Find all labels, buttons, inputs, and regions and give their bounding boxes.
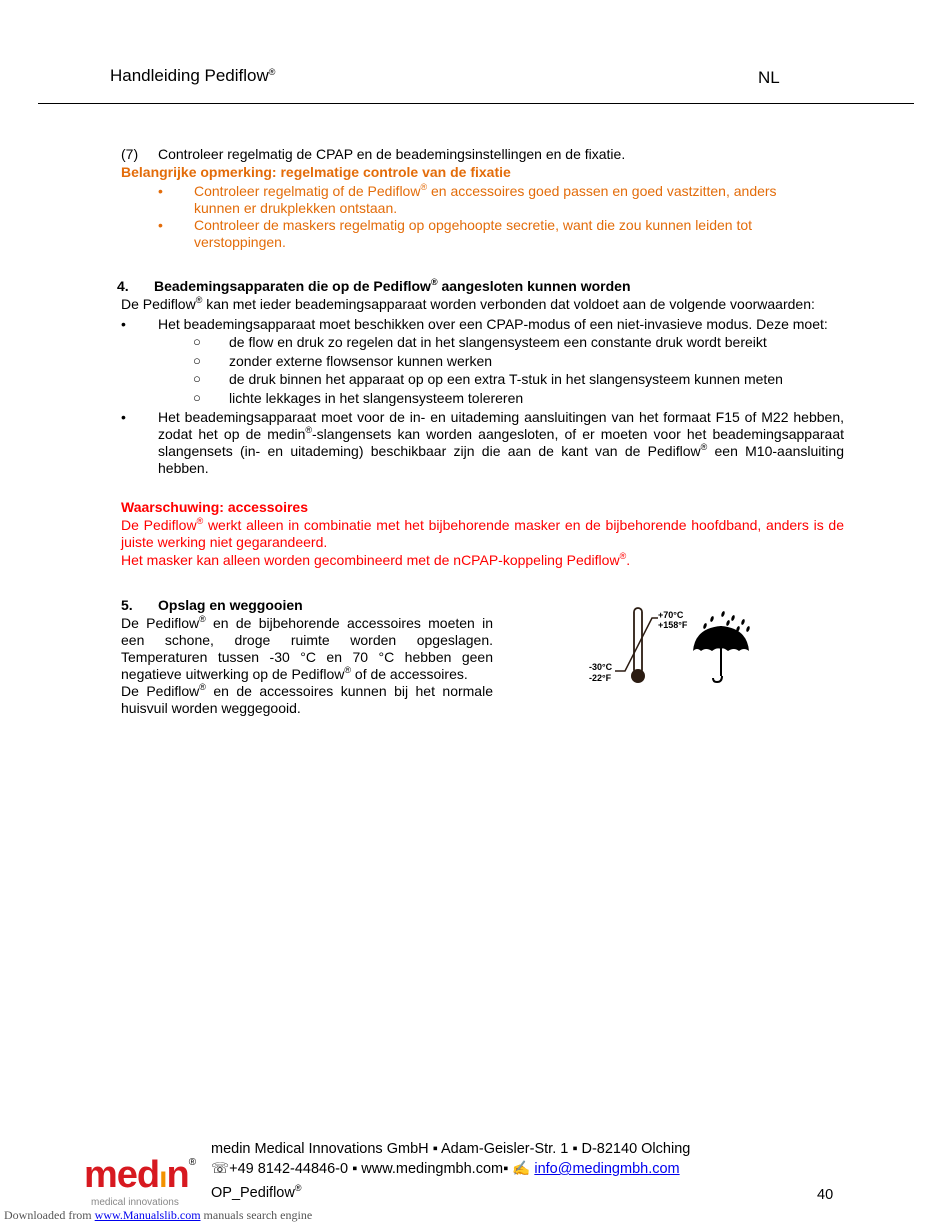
disposal-text: De Pediflow® en de accessoires kunnen bij het normale huisvuil worden weggegooid. xyxy=(121,682,493,716)
manualslib-link[interactable]: www.Manualslib.com xyxy=(94,1208,201,1222)
section-title: Opslag en weggooien xyxy=(158,597,303,613)
section-intro: De Pediflow® kan met ieder beademingsapparaat worden verbonden dat voldoet aan de volgende voorwaarden: xyxy=(121,295,815,312)
sub-requirement: de druk binnen het apparaat op op een extra T-stuk in het slangensysteem kunnen meten xyxy=(229,371,783,387)
section-number: 4. xyxy=(117,278,129,294)
email-link[interactable]: info@medingmbh.com xyxy=(534,1161,680,1177)
bullet-circle: ○ xyxy=(193,390,201,405)
warning-text-1: De Pediflow® werkt alleen in combinatie met het bijbehorende masker en de bijbehorende hoofdband, anders is de juiste werking niet gegarandeerd. xyxy=(121,516,845,550)
temp-max-c: +70°C xyxy=(658,610,684,620)
bullet-dot: • xyxy=(158,217,163,233)
warning-heading: Waarschuwing: accessoires xyxy=(121,499,309,515)
sub-requirement: de flow en druk zo regelen dat in het slangensysteem een constante druk wordt bereikt xyxy=(229,334,767,350)
page-number: 40 xyxy=(817,1187,834,1203)
requirement-1: Het beademingsapparaat moet beschikken over een CPAP-modus of een niet-invasieve modus. Deze moet: xyxy=(158,316,828,332)
bullet-circle: ○ xyxy=(193,371,201,386)
sub-requirement: zonder externe flowsensor kunnen werken xyxy=(229,353,493,369)
company-address: medin Medical Innovations GmbH ▪ Adam-Geisler-Str. 1 ▪ D-82140 Olching xyxy=(211,1141,691,1157)
header-divider xyxy=(38,103,914,104)
important-heading: Belangrijke opmerking: regelmatige controle van de fixatie xyxy=(121,164,511,180)
temp-max-f: +158°F xyxy=(658,620,688,630)
thermometer-icon xyxy=(615,608,658,683)
document-code: OP_Pediflow® xyxy=(211,1183,302,1201)
important-item-2: Controleer de maskers regelmatig op opgehoopte secretie, want die zou kunnen leiden tot verstoppingen. xyxy=(194,217,753,250)
page-header-title: Handleiding Pediflow® xyxy=(110,66,276,85)
keep-dry-umbrella-icon xyxy=(693,611,750,682)
section-title: Beademingsapparaten die op de Pediflow® aangesloten kunnen worden xyxy=(154,277,631,294)
language-code: NL xyxy=(758,68,780,87)
bullet-dot: • xyxy=(121,409,126,425)
step-text: Controleer regelmatig de CPAP en de beademingsinstellingen en de fixatie. xyxy=(158,146,626,162)
bullet-circle: ○ xyxy=(193,334,201,349)
storage-text: De Pediflow® en de bijbehorende accessoires moeten in een schone, droge ruimte worden opgeslagen. Temperaturen tussen -30 °C en 70 °C hebben geen negatieve uitwerking op de Pediflow® of de accessoires. xyxy=(121,614,494,682)
sub-requirement: lichte lekkages in het slangensysteem tolereren xyxy=(229,390,524,406)
storage-symbols xyxy=(585,604,765,689)
requirement-2: Het beademingsapparaat moet voor de in- en uitademing aansluitingen van het formaat F15 of M22 hebben, zodat het op de medin®-slangensets kan worden aangesloten, of er moeten voor het beademingsapparaat slangensets (in- en uitademing) beschikbaar zijn die aan de kant van de Pediflow® een M10-aansluiting hebben. xyxy=(158,409,844,476)
section-number: 5. xyxy=(121,597,133,613)
download-note: Downloaded from www.Manualslib.com manuals search engine xyxy=(4,1208,313,1222)
temp-min-f: -22°F xyxy=(589,673,612,683)
warning-text-2: Het masker kan alleen worden gecombineerd met de nCPAP-koppeling Pediflow®. xyxy=(121,551,631,568)
bullet-dot: • xyxy=(121,316,126,332)
important-item-1: Controleer regelmatig of de Pediflow® en accessoires goed passen en goed vastzitten, anders kunnen er drukplekken ontstaan. xyxy=(194,182,777,216)
temp-min-c: -30°C xyxy=(589,662,613,672)
medin-logo: medın® medical innovations xyxy=(84,1154,196,1208)
bullet-dot: • xyxy=(158,183,163,199)
step-number: (7) xyxy=(121,146,139,162)
bullet-circle: ○ xyxy=(193,353,201,368)
contact-line: ☏+49 8142-44846-0 ▪ www.medingmbh.com▪ ✍ info@medingmbh.com xyxy=(211,1161,680,1177)
